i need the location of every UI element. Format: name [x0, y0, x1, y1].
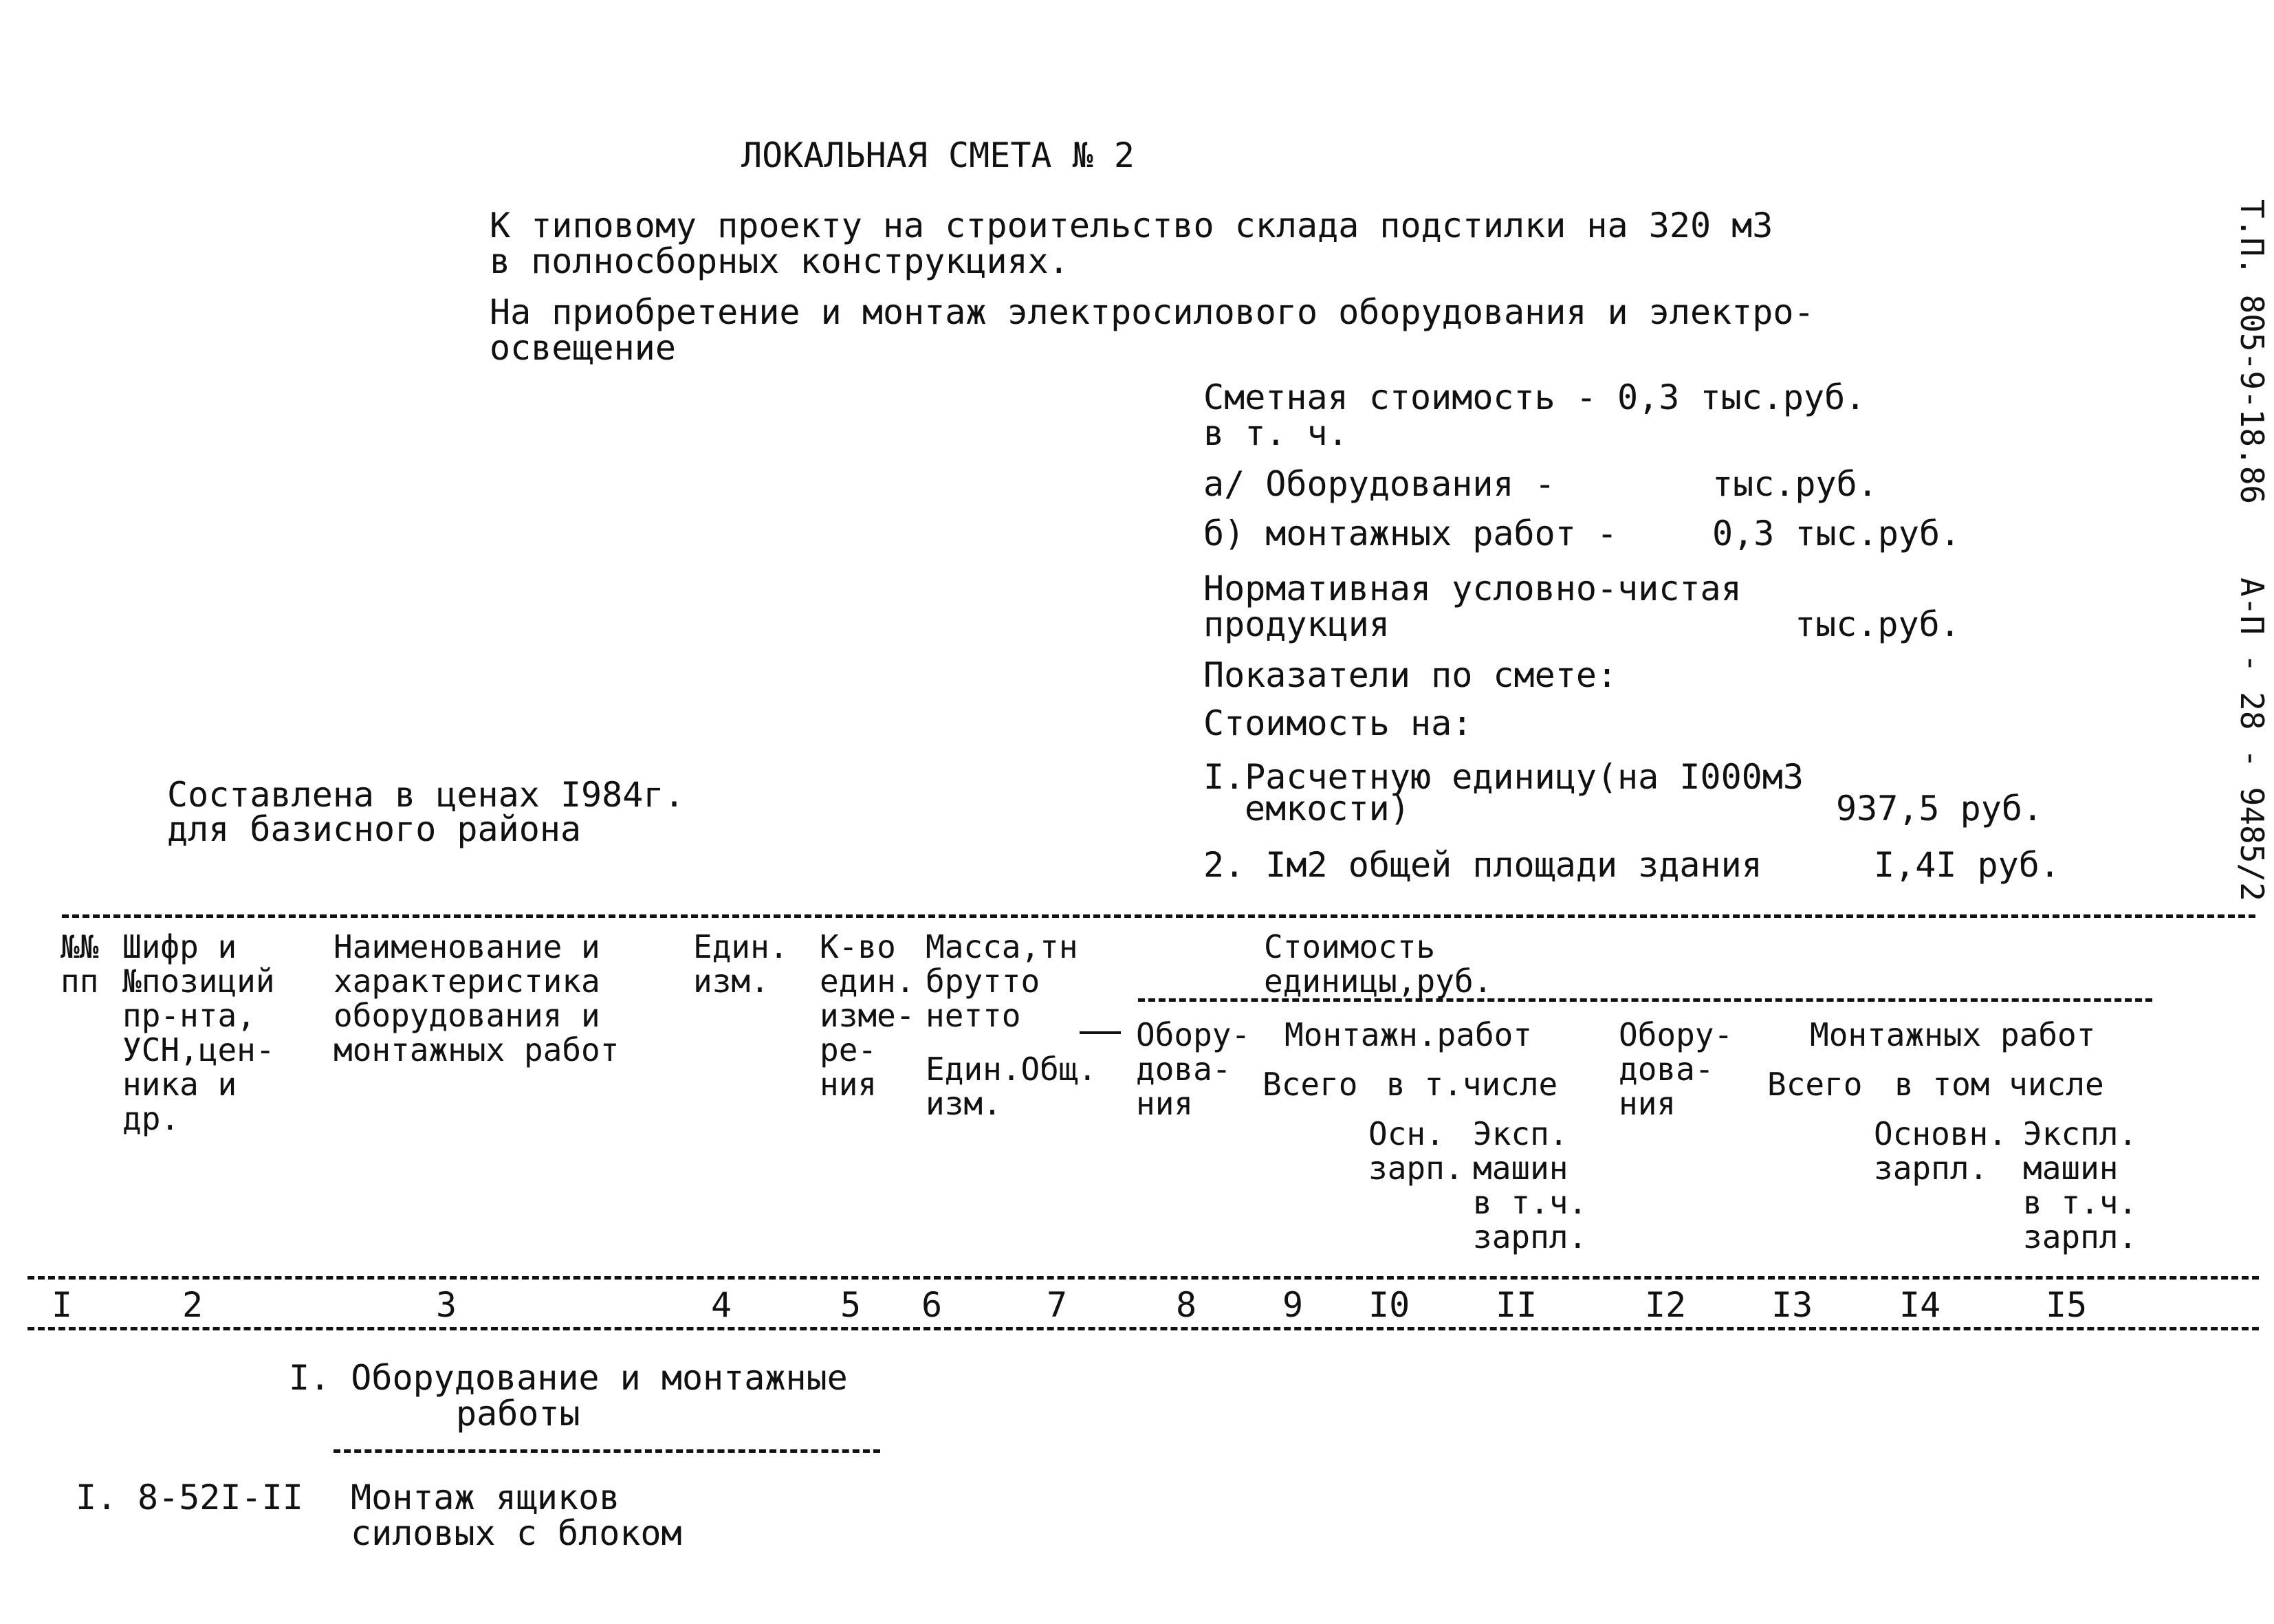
column-number: 5 [840, 1285, 862, 1325]
column-number: I0 [1368, 1285, 1410, 1325]
equipment-cost-label: а/ Оборудования - [1203, 464, 1555, 504]
installation-cost-label: б) монтажных работ - [1203, 514, 1618, 553]
column-numbers-top-rule [28, 1276, 2259, 1280]
column-numbers-bottom-rule [28, 1327, 2259, 1330]
header-unit-cost: Стоимость единицы,руб. [1264, 928, 1493, 1000]
document-title: ЛОКАЛЬНАЯ СМЕТА № 2 [741, 135, 1135, 175]
indicators-label: Показатели по смете: [1203, 655, 1618, 695]
header-unit: Един. изм. [693, 928, 789, 1000]
estimated-cost: Сметная стоимость - 0,3 тыс.руб. [1203, 377, 1866, 417]
column-number: 9 [1282, 1285, 1304, 1325]
section-title-rule [334, 1449, 880, 1453]
column-number: I3 [1771, 1285, 1813, 1325]
column-number: I [52, 1285, 73, 1325]
row-1-number: I. [76, 1478, 118, 1517]
purpose-line-1: На приобретение и монтаж электросилового оборудования и электро- [490, 292, 1815, 332]
column-number: I4 [1899, 1285, 1941, 1325]
row-1-name-line-2: силовых с блоком [351, 1513, 682, 1553]
column-number: 7 [1047, 1285, 1068, 1325]
header-quantity: К-во един. изме- ре- ния [820, 928, 915, 1103]
section-title-line-2: работы [456, 1394, 580, 1434]
header-base-wage-unit: Осн. зарп. [1368, 1115, 1464, 1187]
header-including-unit: в т.числе [1386, 1066, 1558, 1103]
header-row-number: №№ пп [61, 928, 99, 1000]
side-code-bottom: А-П - 28 - 9485/2 [2233, 578, 2271, 901]
normative-product-line-1: Нормативная условно-чистая [1203, 569, 1742, 608]
header-mass-unit: Един.Общ. изм. [926, 1051, 1097, 1122]
purpose-line-2: освещение [490, 328, 676, 368]
section-title-line-1: I. Оборудование и монтажные [289, 1358, 848, 1398]
row-1-code: 8-52I-II [138, 1478, 303, 1517]
including-label: в т. ч. [1203, 413, 1348, 453]
header-code: Шифр и №позиций пр-нта, УСН,цен- ника и др. [122, 928, 275, 1137]
header-cost-rule [1138, 998, 2152, 1002]
column-number: II [1496, 1285, 1538, 1325]
header-base-wage-total: Основн. зарпл. [1874, 1115, 2007, 1187]
row-1-name-line-1: Монтаж ящиков [351, 1478, 620, 1517]
header-name: Наименование и характеристика оборудования и монтажных работ [334, 928, 620, 1068]
column-number: 6 [921, 1285, 943, 1325]
column-number: I5 [2046, 1285, 2088, 1325]
installation-cost-value: 0,3 тыс.руб. [1712, 514, 1961, 553]
equipment-cost-unit: тыс.руб. [1712, 464, 1878, 504]
column-number: 4 [711, 1285, 732, 1325]
table-top-rule [62, 914, 2255, 918]
cost-on-label: Стоимость на: [1203, 703, 1473, 743]
header-installation-unit: Монтажн.работ [1284, 1016, 1533, 1053]
normative-product-line-2: продукция [1203, 604, 1390, 644]
header-total-total: Всего [1767, 1066, 1863, 1103]
header-mass: Масса,тн брутто [926, 928, 1078, 1000]
normative-product-unit: тыс.руб. [1795, 604, 1960, 644]
column-number: 8 [1176, 1285, 1197, 1325]
indicator-1-line-2: емкости) [1245, 789, 1410, 829]
project-line-2: в полносборных конструкциях. [490, 241, 1069, 281]
indicator-2-label: 2. Iм2 общей площади здания [1203, 845, 1762, 885]
header-mass-net: нетто [926, 997, 1021, 1034]
indicator-1-value: 937,5 руб. [1836, 789, 2044, 829]
side-code-top: Т.П. 805-9-18.86 [2233, 199, 2271, 505]
header-total-unit: Всего [1262, 1066, 1358, 1103]
header-including-total: в том числе [1894, 1066, 2104, 1103]
project-line-1: К типовому проекту на строительство склада подстилки на 320 м3 [490, 206, 1773, 245]
column-number: I2 [1645, 1285, 1687, 1325]
header-installation-total: Монтажных работ [1810, 1016, 2096, 1053]
header-equipment-total: Обору- дова- ния [1619, 1016, 1734, 1122]
column-number: 3 [436, 1285, 457, 1325]
price-basis-line-2: для базисного района [167, 809, 582, 849]
column-number: 2 [182, 1285, 204, 1325]
net-underline [1080, 1031, 1121, 1034]
header-machines-unit: Эксп. машин в т.ч. зарпл. [1473, 1115, 1588, 1255]
header-machines-total: Экспл. машин в т.ч. зарпл. [2023, 1115, 2138, 1255]
indicator-2-value: I,4I руб. [1874, 845, 2060, 885]
header-equipment-unit: Обору- дова- ния [1136, 1016, 1251, 1122]
price-basis-line-1: Составлена в ценах I984г. [167, 775, 685, 815]
indicator-1-line-1: I.Расчетную единицу(на I000м3 [1203, 757, 1804, 797]
